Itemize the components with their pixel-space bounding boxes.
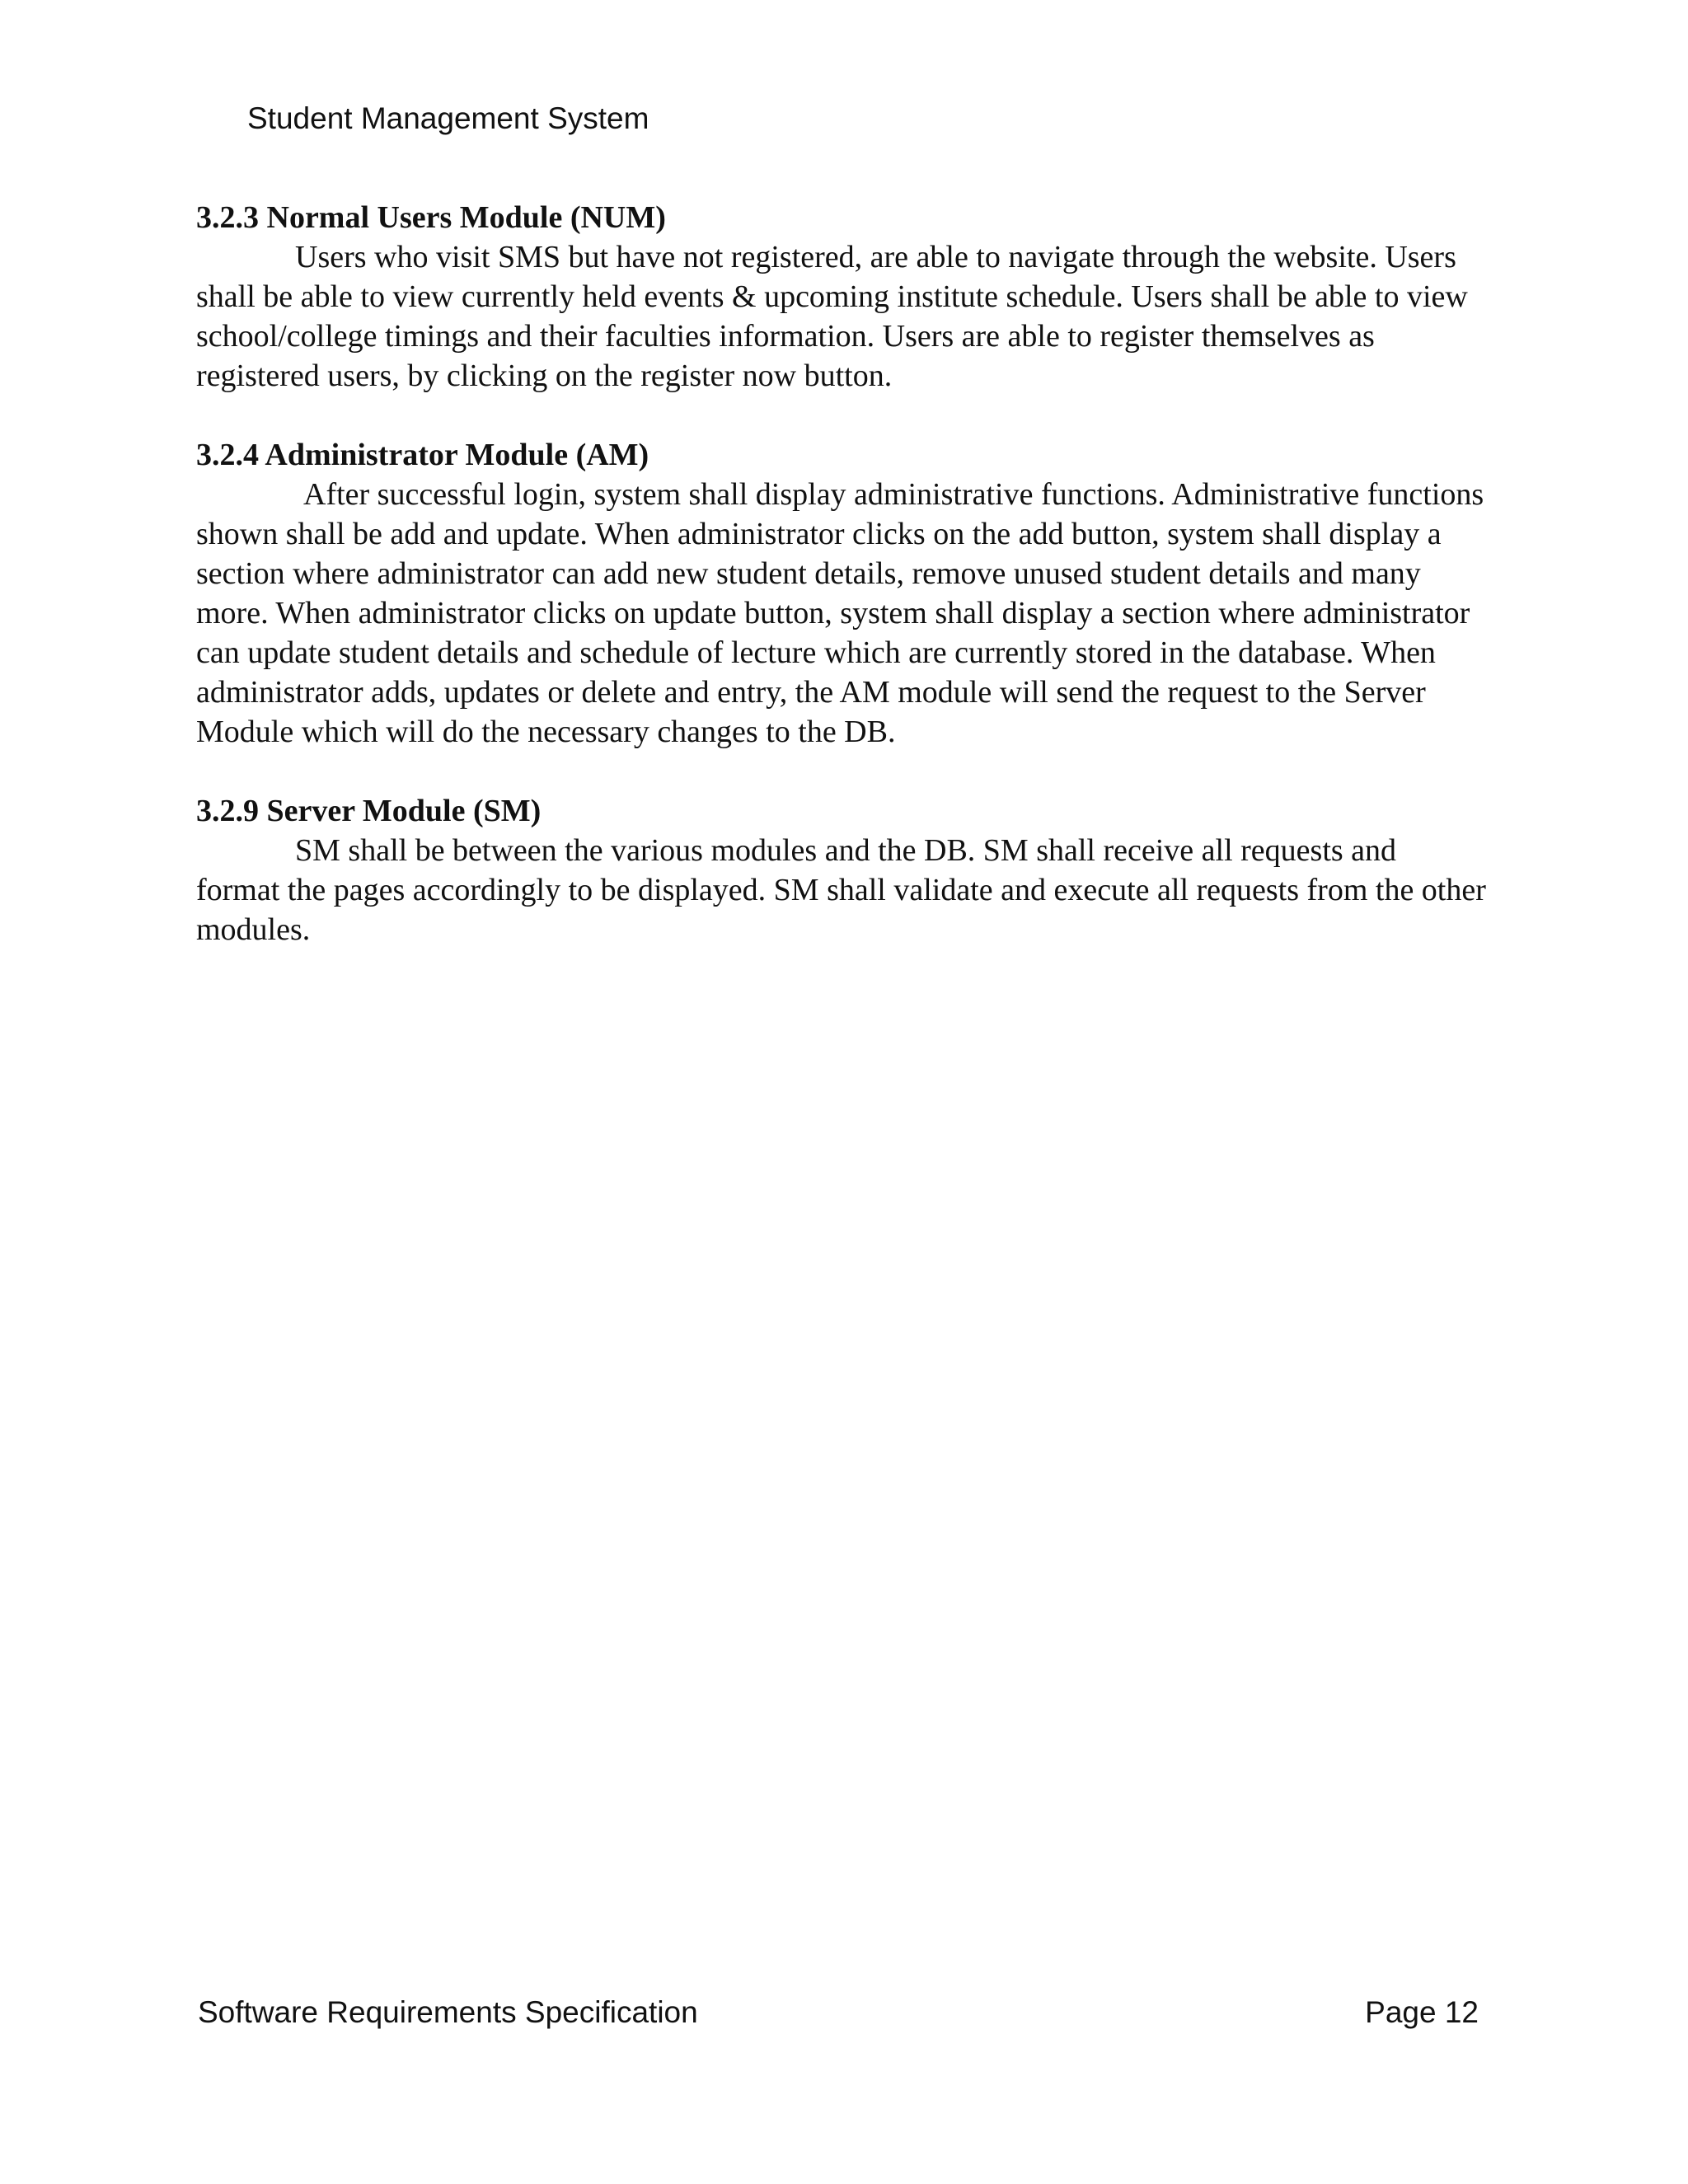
section-server-module [196, 791, 1487, 949]
document-body [196, 198, 1487, 989]
section-paragraph: After successful login, system shall display administrative functions. Administrative functions shown shall be add and update. When administrator clicks on the add button, system shall display a section where administrator can add new student details, remove unused student details and many more. When administrator clicks on update button, system shall display a section where administrator can update student details and schedule of lecture which are currently stored in the database. When administrator adds, updates or delete and entry, the AM module will send the request to the Server Module which will do the necessary changes to the DB. [196, 477, 1484, 749]
section-heading: 3.2.4 Administrator Module (AM) [196, 438, 649, 472]
section-normal-users-module [196, 198, 1487, 396]
running-footer-title: Software Requirements Specification [198, 1995, 698, 2029]
section-heading: 3.2.3 Normal Users Module (NUM) [196, 200, 666, 235]
section-administrator-module [196, 435, 1487, 752]
running-header: Student Management System [247, 101, 649, 135]
section-heading: 3.2.9 Server Module (SM) [196, 794, 542, 828]
section-paragraph: SM shall be between the various modules and the DB. SM shall receive all requests and format the pages accordingly to be displayed. SM shall validate and execute all requests from the other modules. [196, 833, 1486, 947]
page-number: Page 12 [1365, 1995, 1479, 2029]
section-paragraph: Users who visit SMS but have not registered, are able to navigate through the website. Users shall be able to view currently held events & upcoming institute schedule. Users shall be able to view school/college timings and their faculties information. Users are able to register themselves as registered users, by clicking on the register now button. [196, 240, 1468, 393]
